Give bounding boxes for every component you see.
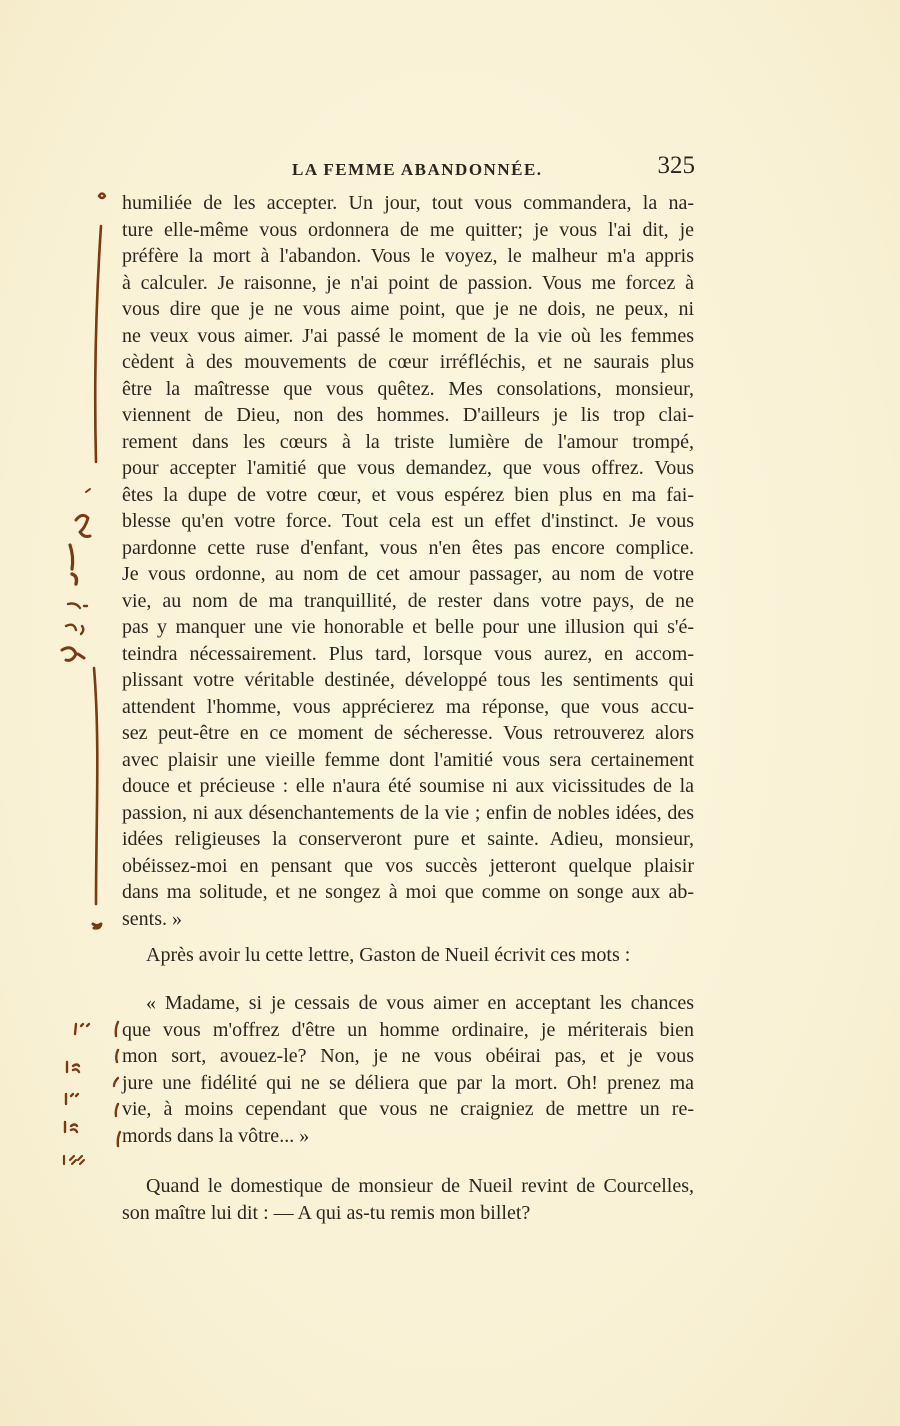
text-line: cèdent à des mouvements de cœur irréfléchis, et ne saurais plus bbox=[122, 351, 694, 373]
annotation-quote-mark bbox=[93, 924, 101, 928]
text-line: pas y manquer une vie honorable et belle pour une illusion qui s'é- bbox=[122, 616, 694, 638]
text-line: vie, à moins cependant que vous ne craigniez de mettre un re- bbox=[122, 1098, 694, 1120]
text-line: être la maîtresse que vous quêtez. Mes consolations, monsieur, bbox=[122, 377, 694, 400]
letter-part-2 bbox=[122, 990, 694, 1149]
annotation-mark bbox=[116, 1022, 118, 1036]
text-line: Je vous ordonne, au nom de cet amour passager, au nom de votre bbox=[122, 563, 694, 585]
annotation-mark bbox=[114, 1078, 118, 1086]
text-line: préfère la mort à l'abandon. Vous le voyez, le malheur m'a appris bbox=[122, 245, 694, 267]
annotation-mark bbox=[66, 625, 83, 634]
text-line: dans ma solitude, et ne songez à moi que comme on songe aux ab- bbox=[122, 881, 694, 903]
annotation-mark bbox=[76, 515, 90, 536]
text-line: humiliée de les accepter. Un jour, tout vous commandera, la na- bbox=[122, 192, 694, 214]
text-line: vous dire que je ne vous aime point, que je ne dois, ne peux, ni bbox=[122, 298, 694, 320]
page-header bbox=[120, 152, 695, 188]
text-line: teindra nécessairement. Plus tard, lorsque vous aurez, en accom- bbox=[122, 642, 694, 665]
annotation-bracket-line bbox=[95, 226, 101, 462]
text-line: ture elle-même vous ordonnera de me quitter; je vous l'ai dit, je bbox=[122, 218, 694, 241]
text-line: pardonne cette ruse d'enfant, vous n'en êtes pas encore complice. bbox=[122, 536, 694, 559]
narration-paragraph bbox=[122, 942, 694, 969]
page-number: 325 bbox=[657, 152, 695, 179]
annotation-quote-mark bbox=[67, 1062, 79, 1072]
text-line: ne veux vous aimer. J'ai passé le moment de la vie où les femmes bbox=[122, 324, 694, 347]
text-line: douce et précieuse : elle n'aura été soumise ni aux vicissitudes de la bbox=[122, 775, 694, 797]
running-title: LA FEMME ABANDONNÉE. bbox=[292, 160, 543, 179]
annotation-mark bbox=[70, 545, 73, 569]
annotation-mark bbox=[116, 1050, 118, 1062]
text-line: Après avoir lu cette lettre, Gaston de Nueil écrivit ces mots : bbox=[146, 944, 631, 966]
annotation-bracket-line bbox=[94, 668, 97, 904]
text-line: attendent l'homme, vous apprécierez ma réponse, que vous accu- bbox=[122, 695, 694, 718]
text-line: jure une fidélité qui ne se déliera que par la mort. Oh! prenez ma bbox=[122, 1071, 694, 1094]
annotation-quote-mark bbox=[65, 1122, 77, 1132]
text-line: blesse qu'en votre force. Tout cela est un effet d'instinct. Je vous bbox=[122, 510, 694, 532]
text-line: « Madame, si je cessais de vous aimer en acceptant les chances bbox=[146, 992, 694, 1014]
annotation-quote-mark bbox=[99, 194, 105, 199]
annotation-mark bbox=[62, 648, 84, 661]
text-line: que vous m'offrez d'être un homme ordinaire, je mériterais bien bbox=[122, 1018, 694, 1041]
annotation-mark bbox=[118, 1132, 120, 1146]
final-paragraph bbox=[122, 1173, 694, 1226]
annotation-mark bbox=[68, 604, 87, 609]
text-line: Quand le domestique de monsieur de Nueil revint de Courcelles, bbox=[146, 1175, 694, 1197]
annotation-mark bbox=[116, 1104, 118, 1116]
annotation-quote-mark bbox=[66, 1094, 78, 1104]
text-line: pour accepter l'amitié que vous demandez, que vous offrez. Vous bbox=[122, 457, 694, 479]
text-line: avec plaisir une vieille femme dont l'amitié vous sera certainement bbox=[122, 748, 694, 771]
annotation-quote-mark bbox=[64, 1156, 84, 1164]
annotation-quote-mark bbox=[75, 1024, 89, 1034]
text-line: à calculer. Je raisonne, je n'ai point de passion. Vous me forcez à bbox=[122, 271, 694, 294]
text-line: son maître lui dit : — A qui as-tu remis mon billet? bbox=[122, 1201, 531, 1224]
text-line: mon sort, avouez-le? Non, je ne vous obéirai pas, et je vous bbox=[122, 1045, 694, 1067]
letter-part-1 bbox=[122, 190, 694, 932]
annotation-mark bbox=[86, 489, 90, 492]
text-line: sez peut-être en ce moment de sécheresse. Vous retrouverez alors bbox=[122, 722, 694, 744]
text-line: obéissez-moi en pensant que vos succès jetteront quelque plaisir bbox=[122, 854, 694, 877]
text-line: plissant votre véritable destinée, développé tous les sentiments qui bbox=[122, 669, 694, 691]
text-line: vie, au nom de ma tranquillité, de rester dans votre pays, de ne bbox=[122, 589, 694, 612]
text-line: rement dans les cœurs à la triste lumière de l'amour trompé, bbox=[122, 430, 694, 453]
text-line: viennent de Dieu, non des hommes. D'ailleurs je lis trop clai- bbox=[122, 404, 694, 426]
text-line: idées religieuses la conserveront pure et sainte. Adieu, monsieur, bbox=[122, 828, 694, 850]
text-line: passion, ni aux désenchantements de la vie ; enfin de nobles idées, des bbox=[122, 801, 694, 824]
text-line: sents. » bbox=[122, 907, 182, 930]
text-line: mords dans la vôtre... » bbox=[122, 1124, 310, 1147]
text-line: êtes la dupe de votre cœur, et vous espérez bien plus en ma fai- bbox=[122, 483, 694, 506]
annotation-mark bbox=[72, 574, 77, 584]
